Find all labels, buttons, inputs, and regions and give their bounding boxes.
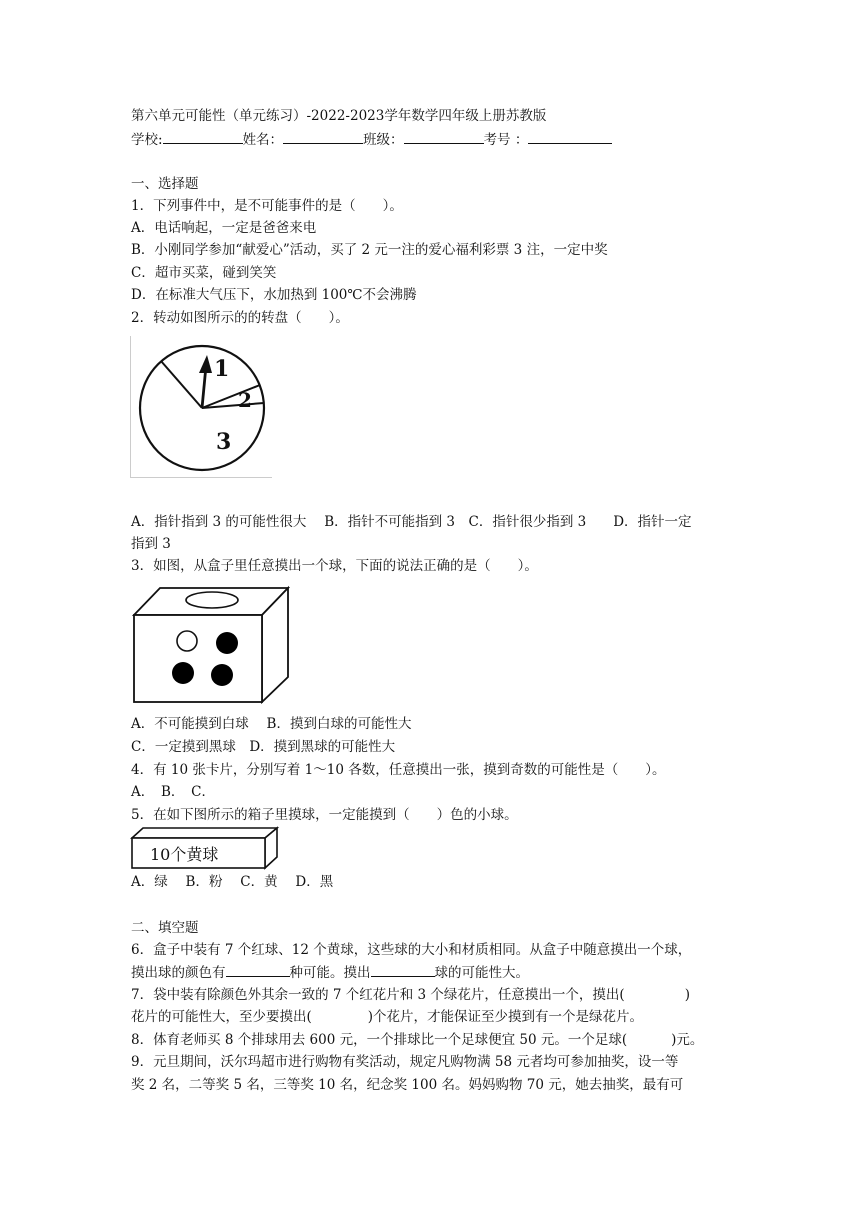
school-blank — [163, 129, 243, 144]
q8-text-a: 8．体育老师买 8 个排球用去 600 元，一个排球比一个足球便宜 50 元。一个足球( — [131, 1032, 628, 1048]
q5-stem: 5．在如下图所示的箱子里摸球，一定能摸到（ ）色的小球。 — [131, 807, 518, 823]
q1-stem: 1．下列事件中，是不可能事件的是（ ）。 — [131, 198, 403, 214]
spinner-arrowhead-icon — [199, 355, 212, 373]
q6-blank-1[interactable] — [226, 962, 290, 977]
q1-option-b: B．小刚同学参加“献爱心”活动，买了 2 元一注的爱心福利彩票 3 注，一定中奖 — [131, 242, 608, 258]
q6-line-1: 6．盒子中装有 7 个红球、12 个黄球，这些球的大小和材质相同。从盒子中随意摸出一个球， — [131, 942, 692, 958]
q9-line-1: 9．元旦期间，沃尔玛超市进行购物有奖活动，规定凡购物满 58 元者均可参加抽奖，设一等 — [131, 1054, 679, 1070]
document-title: 第六单元可能性（单元练习）-2022-2023学年数学四年级上册苏教版 — [131, 108, 547, 124]
q1-option-d: D．在标准大气压下，水加热到 100℃不会沸腾 — [131, 287, 417, 303]
q9-line-2: 奖 2 名，二等奖 5 名，三等奖 10 名，纪念奖 100 名。妈妈购物 70 元，她去抽奖，最有可 — [131, 1077, 684, 1093]
white-ball — [177, 631, 197, 651]
box-top-face — [132, 828, 277, 838]
q7-text-a: 7．袋中装有除颜色外其余一致的 7 个红花片和 3 个绿花片，任意摸出一个，摸出( — [131, 987, 625, 1003]
q8-line — [131, 1030, 703, 1050]
q6-line-2 — [131, 962, 529, 983]
q6-text-a: 摸出球的颜色有 — [131, 965, 226, 981]
q7-text-c: 花片的可能性大，至少要摸出( — [131, 1009, 312, 1025]
box-front-face — [134, 615, 262, 702]
q3-options-line-2: C．一定摸到黑球 D．摸到黑球的可能性大 — [131, 739, 396, 755]
spinner-label-1: 1 — [214, 356, 230, 382]
q4-stem: 4．有 10 张卡片，分别写着 1～10 各数，任意摸出一张，摸到奇数的可能性是（ ）。 — [131, 762, 666, 778]
exam-no-blank — [528, 129, 612, 144]
spinner-figure — [130, 336, 272, 478]
q6-text-b: 种可能。摸出 — [289, 965, 371, 981]
school-label: 学校: — [131, 132, 163, 148]
spinner-label-2: 2 — [238, 388, 252, 412]
ball-box-figure — [130, 584, 292, 706]
spinner-divider-1 — [161, 361, 202, 408]
q2-options-line-1: A．指针指到 3 的可能性很大 B．指针不可能指到 3 C．指针很少指到 3 D．指针一定 — [131, 514, 692, 530]
q1-option-c: C．超市买菜，碰到笑笑 — [131, 265, 277, 281]
q6-text-c: 球的可能性大。 — [434, 965, 529, 981]
q5-options: A．绿 B．粉 C．黄 D．黑 — [131, 874, 334, 890]
exam-no-label: 考号 ： — [483, 132, 529, 148]
name-label: 姓名： — [242, 132, 284, 148]
black-ball — [172, 662, 194, 684]
spinner-label-3: 3 — [216, 429, 232, 455]
q6-blank-2[interactable] — [371, 962, 435, 977]
student-info-line — [131, 129, 612, 150]
section-heading-choice: 一、选择题 — [131, 176, 199, 192]
q4-options: A． B． C． — [131, 784, 215, 800]
class-label: 班级： — [363, 132, 404, 148]
black-ball — [211, 664, 233, 686]
q2-stem: 2．转动如图所示的的转盘（ ）。 — [131, 310, 349, 326]
q7-line-1 — [131, 985, 690, 1005]
q3-options-line-1: A．不可能摸到白球 B．摸到白球的可能性大 — [131, 716, 412, 732]
section-heading-fill: 二、填空题 — [131, 920, 199, 936]
class-blank — [404, 129, 484, 144]
q8-text-b: )元。 — [671, 1032, 704, 1048]
name-blank — [283, 129, 363, 144]
black-ball — [216, 632, 238, 654]
box-opening — [186, 592, 238, 608]
q2-options-line-2: 指到 3 — [131, 536, 171, 552]
q7-line-2 — [131, 1007, 643, 1027]
yellow-ball-box-figure — [130, 826, 280, 872]
box-label: 10个黄球 — [150, 845, 219, 864]
q1-option-a: A．电话响起，一定是爸爸来电 — [131, 220, 317, 236]
q7-text-d: )个花片，才能保证至少摸到有一个是绿花片。 — [367, 1009, 644, 1025]
q7-text-b: ) — [684, 987, 690, 1003]
q3-stem: 3．如图，从盒子里任意摸出一个球，下面的说法正确的是（ ）。 — [131, 558, 538, 574]
